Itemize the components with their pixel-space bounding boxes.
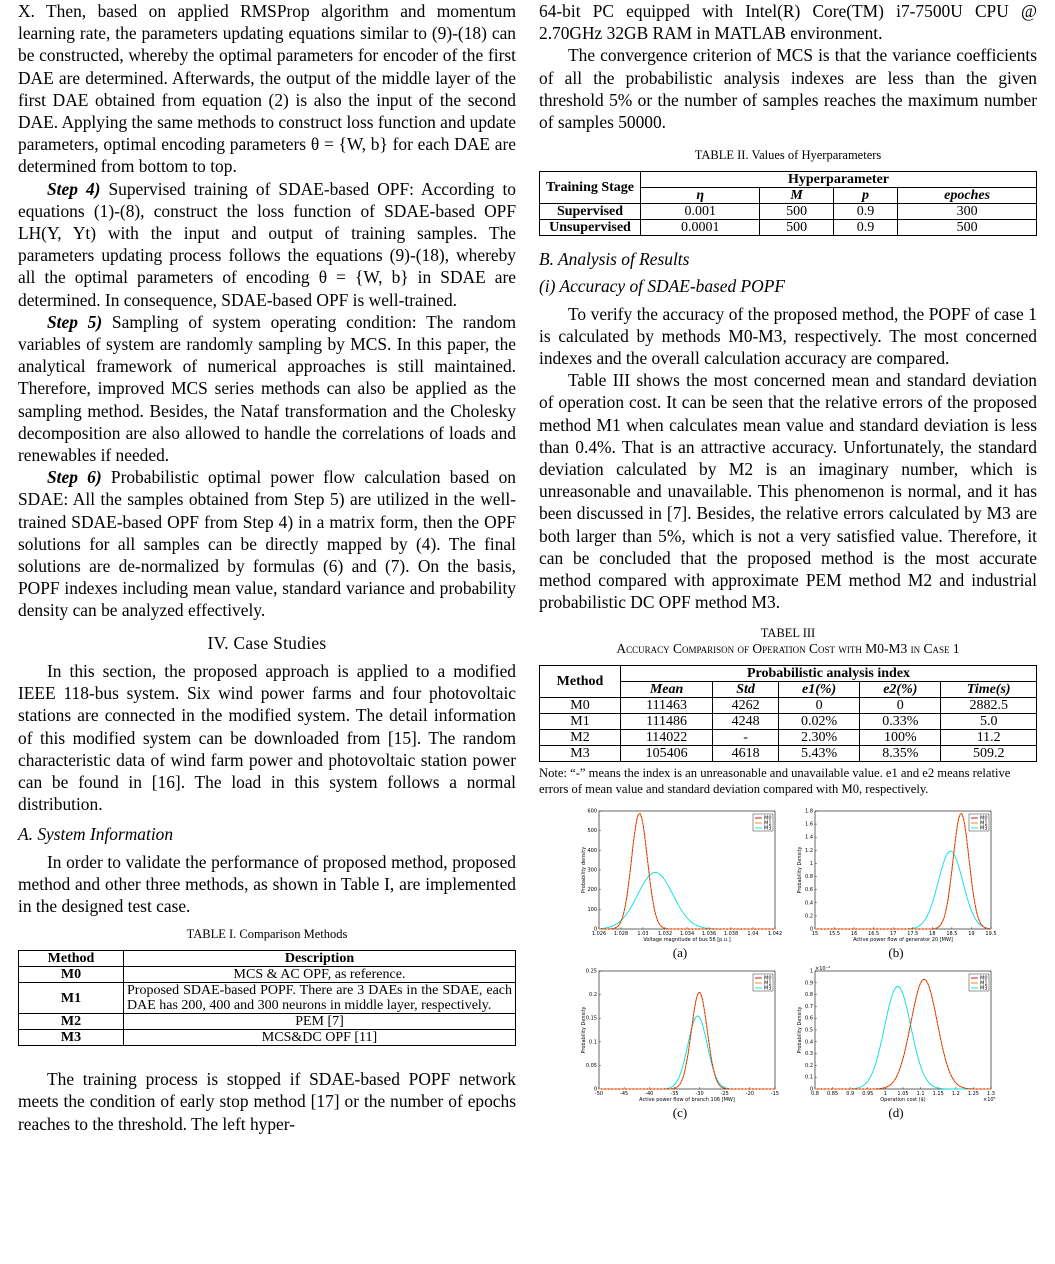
y-tick-label: 0.2 bbox=[805, 1063, 813, 1070]
table-accuracy-comparison bbox=[539, 665, 1037, 762]
table3-header-index: Probabilistic analysis index bbox=[621, 666, 1037, 682]
y-tick-label: 0.15 bbox=[585, 1016, 597, 1023]
table1-cell-method: M0 bbox=[19, 967, 124, 983]
y-tick-label: 0.05 bbox=[585, 1063, 597, 1070]
x-tick-label: 1.036 bbox=[701, 931, 717, 938]
y-tick-label: 0.8 bbox=[805, 992, 813, 999]
y-tick-label: 0.6 bbox=[805, 1016, 813, 1023]
x-tick-label: 1.026 bbox=[591, 931, 607, 938]
legend-label: M1 bbox=[980, 820, 988, 827]
plot-frame bbox=[599, 971, 775, 1089]
table2-cell: 0.0001 bbox=[641, 220, 760, 236]
x-tick-label: -35 bbox=[670, 1091, 679, 1098]
x-tick-label: -50 bbox=[594, 1091, 604, 1098]
x-tick-label: -25 bbox=[720, 1091, 729, 1098]
table1-header-method: Method bbox=[19, 951, 124, 967]
table3-cell-method: M0 bbox=[540, 698, 621, 714]
plot-frame bbox=[815, 971, 991, 1089]
table1-cell-desc: MCS & AC OPF, as reference. bbox=[124, 967, 516, 983]
table2-header-stage: Training Stage bbox=[540, 172, 641, 204]
x-tick-label: 18.5 bbox=[946, 931, 958, 938]
y-tick-label: 0.6 bbox=[805, 887, 813, 894]
table2-col-epoches: epoches bbox=[898, 188, 1037, 204]
table2-cell: 0.9 bbox=[833, 204, 897, 220]
paragraph-case-studies: In this section, the proposed approach is applied to a modified IEEE 118-bus system. Six wind power farms and four photovoltaic stations are connected in the modified system. The detail information of this modified system can be downloaded from [15]. The random characteristic data of wind farm power and photovoltaic station power can be found in [16]. The load in this system follows a normal distribution. bbox=[18, 660, 516, 815]
x-tick-label: 15.5 bbox=[828, 931, 841, 938]
table3-cell-method: M2 bbox=[540, 730, 621, 746]
table-hyperparameters bbox=[539, 171, 1037, 236]
y-tick-label: 0.1 bbox=[589, 1039, 597, 1046]
table3-caption bbox=[539, 625, 1037, 657]
table1-caption: TABLE I. Comparison Methods bbox=[186, 927, 348, 942]
table3-caption-title: Accuracy Comparison of Operation Cost with M0-M3 in Case 1 bbox=[616, 641, 960, 657]
table-row bbox=[540, 204, 1037, 220]
x-tick-label: 16.5 bbox=[868, 931, 880, 938]
table2-col-m: M bbox=[760, 188, 833, 204]
x-tick-label: 1.034 bbox=[679, 931, 695, 938]
y-tick-label: 400 bbox=[587, 848, 597, 855]
x-tick-label: 1.1 bbox=[916, 1091, 925, 1098]
x-tick-label: 19 bbox=[968, 931, 975, 938]
subsection-heading-results: B. Analysis of Results bbox=[539, 249, 690, 270]
table1-cell-desc: Proposed SDAE-based POPF. There are 3 DAEs in the SDAE, each DAE has 200, 400 and 300 neurons in middle layer, respectively. bbox=[124, 983, 516, 1014]
table2-cell: 500 bbox=[898, 220, 1037, 236]
table3-cell: 2882.5 bbox=[941, 698, 1037, 714]
y-tick-label: 1 bbox=[809, 861, 813, 868]
table3-cell: 8.35% bbox=[860, 746, 941, 762]
paragraph-training-process: The training process is stopped if SDAE-based POPF network meets the condition of early stop method [17] or the number of epochs reaches to the threshold. The left hyper- bbox=[18, 1069, 516, 1134]
y-tick-label: 0.25 bbox=[585, 968, 597, 975]
paragraph-step5 bbox=[18, 311, 516, 466]
y-axis-label: Probability Density bbox=[797, 1006, 803, 1054]
x-tick-label: -45 bbox=[620, 1091, 629, 1098]
table3-col-e1: e1(%) bbox=[778, 682, 859, 698]
pdf-chart-d bbox=[793, 965, 999, 1105]
y-tick-label: 0.9 bbox=[805, 980, 813, 987]
y-tick-label: 600 bbox=[587, 808, 597, 815]
y-axis-label: Probability Density bbox=[581, 1006, 587, 1054]
table3-header-method: Method bbox=[540, 666, 621, 698]
x-tick-label: 1 bbox=[883, 1091, 887, 1098]
table3-col-mean: Mean bbox=[621, 682, 713, 698]
x-tick-label: 17.5 bbox=[907, 931, 919, 938]
table-row bbox=[540, 220, 1037, 236]
x-axis-label: Active power flow of branch 106 [MW] bbox=[639, 1097, 735, 1104]
table3-cell: - bbox=[713, 730, 779, 746]
legend-label: M1 bbox=[764, 820, 772, 827]
x-tick-label: 1.038 bbox=[723, 931, 739, 938]
x-tick-label: -30 bbox=[695, 1091, 704, 1098]
x-tick-label: 0.85 bbox=[827, 1091, 839, 1098]
table2-cell-stage: Unsupervised bbox=[540, 220, 641, 236]
figure-panel-b bbox=[793, 805, 999, 961]
paragraph-accuracy-intro: To verify the accuracy of the proposed method, the POPF of case 1 is calculated by methods M0-M3, respectively. The most concerned indexes and the overall calculation accuracy are compared. bbox=[539, 303, 1037, 369]
table3-note: Note: “-” means the index is an unreasonable and unavailable value. e1 and e2 means relative errors of mean value and standard deviation compared with M0, respectively. bbox=[539, 766, 1011, 797]
figure-panel-c bbox=[577, 965, 783, 1121]
figure-row-2 bbox=[539, 965, 1037, 1121]
table2-cell: 300 bbox=[898, 204, 1037, 220]
legend-label: M3 bbox=[764, 825, 772, 832]
y-axis-label: Probability density bbox=[581, 847, 587, 894]
step5-heading: Step 5) bbox=[47, 311, 103, 332]
y-tick-label: 0.2 bbox=[589, 992, 597, 999]
pdf-chart-c bbox=[577, 965, 783, 1105]
y-tick-label: 0 bbox=[809, 1086, 813, 1093]
legend-label: M3 bbox=[980, 985, 988, 992]
paragraph-step6 bbox=[18, 466, 516, 621]
y-tick-label: 0.4 bbox=[805, 1039, 813, 1046]
figure-label-d: (d) bbox=[888, 1105, 904, 1121]
table2-cell: 0.9 bbox=[833, 220, 897, 236]
table1-cell-desc: MCS&DC OPF [11] bbox=[124, 1030, 516, 1046]
table3-cell: 111463 bbox=[621, 698, 713, 714]
table3-cell-method: M1 bbox=[540, 714, 621, 730]
step4-text: Supervised training of SDAE-based OPF: According to equations (1)-(8), construct the loss function of SDAE-based OPF LH(Y, Yt) with the input and output of training samples. The parameters updating process follows the equations (9)-(18), whereby all the optimal parameters of encoding θ = {W, b} in SDAE are determined. In consequence, SDAE-based OPF is well-trained. bbox=[18, 178, 516, 310]
x-tick-label: -40 bbox=[645, 1091, 654, 1098]
table3-cell: 4262 bbox=[713, 698, 779, 714]
step5-text: Sampling of system operating condition: The random variables of system are randomly sampling by MCS. In this paper, the analytical framework of numerical approaches is still maintained. Therefore, improved MCS series methods can also be applied as the sampling method. Besides, the Nataf transformation and the Cholesky decomposition are also allowed to handle the correlations of loads and renewables if needed. bbox=[18, 311, 516, 466]
table3-cell: 100% bbox=[860, 730, 941, 746]
table-row bbox=[540, 714, 1037, 730]
legend bbox=[969, 974, 989, 992]
figure-row-1 bbox=[539, 805, 1037, 961]
table3-cell: 0 bbox=[860, 698, 941, 714]
table3-caption-number: TABEL III bbox=[760, 626, 816, 641]
table3-cell: 5.43% bbox=[778, 746, 859, 762]
x-exponent: ×10⁵ bbox=[983, 1097, 996, 1104]
y-tick-label: 1.2 bbox=[805, 848, 813, 855]
table3-cell: 5.0 bbox=[941, 714, 1037, 730]
table-comparison-methods bbox=[18, 950, 516, 1046]
table3-cell: 0.33% bbox=[860, 714, 941, 730]
table2-cell: 500 bbox=[760, 220, 833, 236]
table3-cell: 0.02% bbox=[778, 714, 859, 730]
y-tick-label: 1.6 bbox=[805, 822, 813, 829]
y-tick-label: 0.4 bbox=[805, 900, 813, 907]
y-tick-label: 300 bbox=[587, 867, 597, 874]
table1-cell-desc: PEM [7] bbox=[124, 1014, 516, 1030]
step4-heading: Step 4) bbox=[47, 178, 101, 199]
pdf-chart-a bbox=[577, 805, 783, 945]
y-tick-label: 0.8 bbox=[805, 874, 813, 881]
figure-label-a: (a) bbox=[672, 945, 688, 961]
y-tick-label: 0.3 bbox=[805, 1051, 813, 1058]
paragraph-convergence: The convergence criterion of MCS is that the variance coefficients of all the probabilistic analysis indexes are less than the given threshold 5% or the number of samples reaches the maximum number of samples 50000. bbox=[539, 45, 1037, 133]
x-tick-label: -15 bbox=[770, 1091, 780, 1098]
plot-frame bbox=[599, 811, 775, 929]
y-tick-label: 0 bbox=[809, 926, 813, 933]
y-tick-label: 0 bbox=[593, 926, 597, 933]
table2-caption: TABLE II. Values of Hyerparameters bbox=[694, 148, 882, 163]
legend-label: M0 bbox=[764, 815, 772, 822]
legend bbox=[753, 974, 773, 992]
table2-cell-stage: Supervised bbox=[540, 204, 641, 220]
table1-cell-method: M3 bbox=[19, 1030, 124, 1046]
table-row bbox=[19, 983, 516, 1014]
y-tick-label: 0 bbox=[593, 1086, 597, 1093]
x-tick-label: 1.05 bbox=[897, 1091, 909, 1098]
legend-label: M0 bbox=[764, 975, 772, 982]
x-tick-label: 19.5 bbox=[985, 931, 997, 938]
x-tick-label: 1.032 bbox=[657, 931, 673, 938]
x-tick-label: 15 bbox=[811, 931, 819, 938]
table3-cell: 11.2 bbox=[941, 730, 1037, 746]
table3-cell-method: M3 bbox=[540, 746, 621, 762]
y-tick-label: 200 bbox=[587, 887, 597, 894]
subsubsection-heading-accuracy: (i) Accuracy of SDAE-based POPF bbox=[539, 276, 785, 297]
table-row bbox=[19, 1030, 516, 1046]
table2-col-eta: η bbox=[641, 188, 760, 204]
legend-label: M3 bbox=[764, 985, 772, 992]
x-tick-label: 0.8 bbox=[811, 1091, 819, 1098]
subsection-heading-system-info: A. System Information bbox=[18, 824, 174, 845]
x-tick-label: 17 bbox=[890, 931, 897, 938]
table3-cell: 4618 bbox=[713, 746, 779, 762]
plot-frame bbox=[815, 811, 991, 929]
table-row bbox=[540, 746, 1037, 762]
figure-panel-a bbox=[577, 805, 783, 961]
y-exponent: ×10⁻⁴ bbox=[815, 966, 831, 973]
figure-pdf-grid bbox=[539, 805, 1037, 1121]
x-tick-label: 0.95 bbox=[862, 1091, 874, 1098]
table3-cell: 114022 bbox=[621, 730, 713, 746]
paragraph-step4 bbox=[18, 178, 516, 311]
paragraph-dae-training: X. Then, based on applied RMSProp algorithm and momentum learning rate, the parameters updating equations similar to (9)-(18) can be constructed, whereby the optimal parameters for encoder of the first DAE are determined. Afterwards, the output of the middle layer of the first DAE obtained from equation (2) is also the input of the second DAE. Applying the same methods to construct loss function and update parameters, optimal encoding parameters θ = {W, b} for each DAE are determined from bottom to top. bbox=[18, 1, 516, 177]
x-tick-label: 16 bbox=[850, 931, 858, 938]
x-axis-label: Operation cost ($) bbox=[880, 1097, 926, 1104]
legend-label: M3 bbox=[980, 825, 988, 832]
figure-panel-d bbox=[793, 965, 999, 1121]
table2-col-p: p bbox=[833, 188, 897, 204]
paragraph-table3-discussion: Table III shows the most concerned mean and standard deviation of operation cost. It can be seen that the relative errors of the proposed method M1 when calculates mean value and standard deviation is less than 0.4%. That is an attractive accuracy. Unfortunately, the standard deviation calculated by M2 is an imaginary number, which is unreasonable and unavailable. This phenomenon is normal, and it has been discussed in [7]. Besides, the relative errors calculated by M3 are both larger than 5%, which is not a very satisfied value. Therefore, it can be concluded that the proposed method is the most accurate method compared with approximate PEM method M2 and industrial probabilistic DC OPF method M3. bbox=[539, 370, 1037, 613]
x-tick-label: 1.04 bbox=[747, 931, 759, 938]
pdf-chart-b bbox=[793, 805, 999, 945]
table3-cell: 509.2 bbox=[941, 746, 1037, 762]
x-axis-label: Voltage magnitude of bus 56 [p.u.] bbox=[643, 937, 731, 944]
table2-cell: 0.001 bbox=[641, 204, 760, 220]
y-axis-label: Probability Density bbox=[797, 846, 803, 894]
table3-col-e2: e2(%) bbox=[860, 682, 941, 698]
table-row bbox=[19, 1014, 516, 1030]
x-tick-label: 1.03 bbox=[637, 931, 649, 938]
table3-cell: 0 bbox=[778, 698, 859, 714]
step6-heading: Step 6) bbox=[47, 467, 102, 488]
x-tick-label: -20 bbox=[745, 1091, 754, 1098]
paragraph-system-info: In order to validate the performance of proposed method, proposed method and other three methods, as shown in Table I, are implemented in the designed test case. bbox=[18, 851, 516, 916]
table1-cell-method: M1 bbox=[19, 983, 124, 1014]
table3-cell: 4248 bbox=[713, 714, 779, 730]
figure-label-b: (b) bbox=[888, 945, 904, 961]
x-tick-label: 1.2 bbox=[951, 1091, 960, 1098]
y-tick-label: 1 bbox=[809, 968, 813, 975]
table3-cell: 111486 bbox=[621, 714, 713, 730]
table3-col-time: Time(s) bbox=[941, 682, 1037, 698]
y-tick-label: 1.8 bbox=[805, 808, 813, 815]
section-heading-case-studies: IV. Case Studies bbox=[207, 632, 327, 653]
y-tick-label: 0.2 bbox=[805, 913, 813, 920]
table-row bbox=[540, 730, 1037, 746]
legend bbox=[753, 814, 773, 832]
table1-cell-method: M2 bbox=[19, 1014, 124, 1030]
figure-label-c: (c) bbox=[672, 1105, 688, 1121]
x-tick-label: 1.15 bbox=[932, 1091, 944, 1098]
y-tick-label: 0.1 bbox=[805, 1075, 813, 1082]
table2-cell: 500 bbox=[760, 204, 833, 220]
x-tick-label: 1.028 bbox=[613, 931, 629, 938]
legend-label: M0 bbox=[980, 815, 988, 822]
table3-col-std: Std bbox=[713, 682, 779, 698]
table-row bbox=[540, 698, 1037, 714]
y-tick-label: 0.7 bbox=[805, 1004, 813, 1011]
y-tick-label: 0.5 bbox=[805, 1027, 813, 1034]
legend-label: M0 bbox=[980, 975, 988, 982]
x-axis-label: Active power flow of generator 20 [MW] bbox=[853, 937, 953, 944]
x-tick-label: 1.042 bbox=[767, 931, 783, 938]
y-tick-label: 1.4 bbox=[805, 835, 813, 842]
paragraph-pc-environment: 64-bit PC equipped with Intel(R) Core(TM) i7-7500U CPU @ 2.70GHz 32GB RAM in MATLAB environment. bbox=[539, 1, 1037, 44]
table3-cell: 2.30% bbox=[778, 730, 859, 746]
legend-label: M1 bbox=[764, 980, 772, 987]
legend bbox=[969, 814, 989, 832]
left-column bbox=[18, 0, 516, 1135]
y-tick-label: 100 bbox=[587, 907, 597, 914]
x-tick-label: 18 bbox=[929, 931, 936, 938]
table2-header-hyperparameter: Hyperparameter bbox=[641, 172, 1037, 188]
table3-cell: 105406 bbox=[621, 746, 713, 762]
x-tick-label: 1.3 bbox=[987, 1091, 995, 1098]
legend-label: M1 bbox=[980, 980, 988, 987]
right-column bbox=[539, 0, 1037, 1121]
x-tick-label: 1.25 bbox=[967, 1091, 979, 1098]
x-tick-label: 0.9 bbox=[846, 1091, 855, 1098]
table-row bbox=[19, 967, 516, 983]
y-tick-label: 500 bbox=[587, 828, 597, 835]
step6-text: Probabilistic optimal power flow calculation based on SDAE: All the samples obtained from Step 5) are utilized in the well-trained SDAE-based OPF from Step 4) in a matrix form, then the OPF solutions for all samples can be directly mapped by (4). The final solutions are de-normalized by formulas (6) and (7). On the basis, POPF indexes including mean value, standard variance and probability density can be analyzed effectively. bbox=[18, 467, 516, 621]
table1-header-description: Description bbox=[124, 951, 516, 967]
